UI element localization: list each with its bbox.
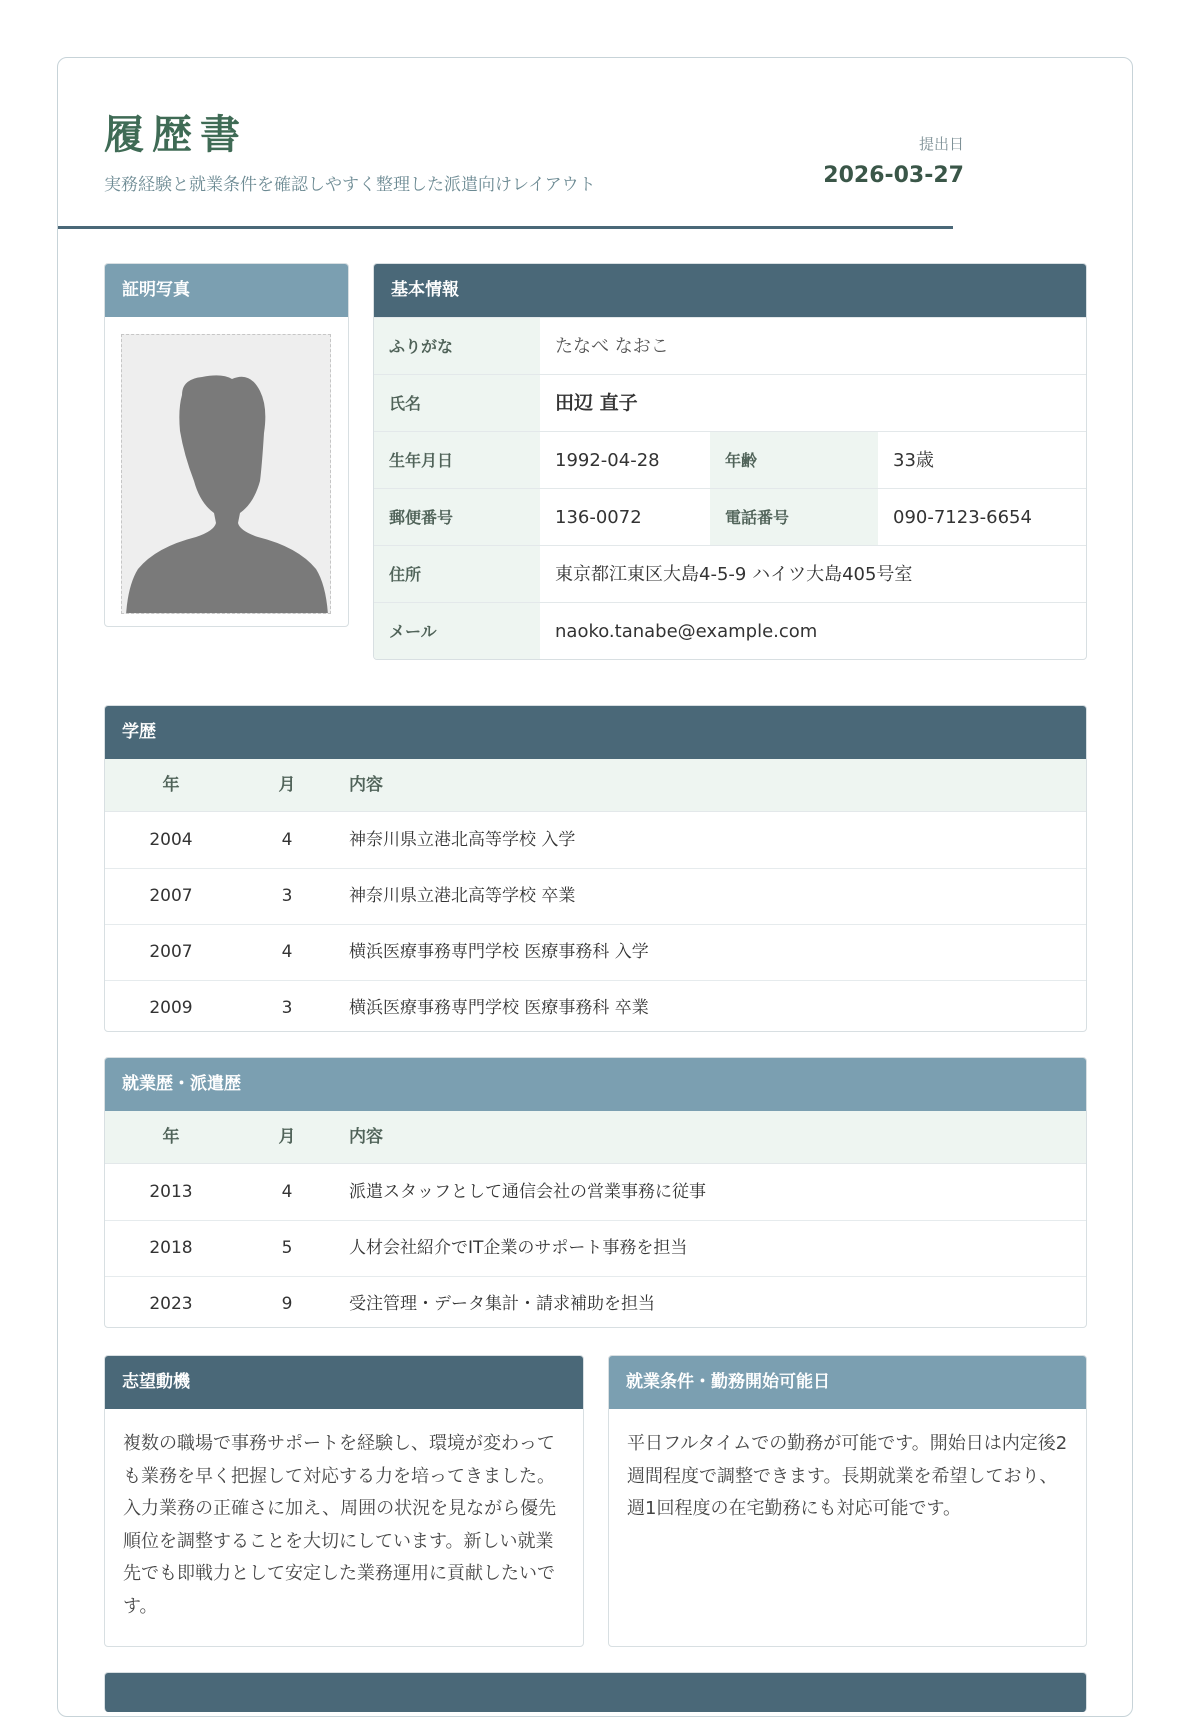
postal-value: 136-0072: [555, 507, 642, 528]
work-col-content: 内容: [349, 1127, 383, 1147]
photo-panel-heading: 証明写真: [105, 264, 348, 317]
row-year: 2013: [149, 1182, 193, 1202]
table-row: [105, 812, 1086, 869]
work-col-month: 月: [278, 1127, 296, 1147]
education-table-header: [105, 759, 1086, 812]
row-month: 9: [281, 1294, 293, 1314]
education-col-year: 年: [162, 775, 180, 795]
info-row-furigana: [374, 317, 1086, 375]
page-subtitle: 実務経験と就業条件を確認しやすく整理した派遣向けレイアウト: [104, 175, 596, 195]
motivation-heading: 志望動機: [105, 1356, 583, 1409]
furigana-value: たなべ なおこ: [555, 336, 669, 357]
age-label: 年齢: [710, 432, 878, 489]
table-row: [105, 924, 1086, 981]
name-label: 氏名: [374, 375, 540, 432]
furigana-label: ふりがな: [374, 318, 540, 375]
row-year: 2018: [149, 1238, 193, 1258]
person-silhouette-icon: [122, 335, 331, 614]
address-label: 住所: [374, 546, 540, 603]
phone-value: 090-7123-6654: [893, 507, 1032, 528]
row-month: 4: [281, 830, 293, 850]
row-month: 4: [281, 942, 293, 962]
birth-label: 生年月日: [374, 432, 540, 489]
conditions-heading: 就業条件・勤務開始可能日: [609, 1356, 1086, 1409]
info-row-email: [374, 602, 1086, 660]
next-section-panel: [104, 1672, 1087, 1712]
row-year: 2007: [149, 942, 193, 962]
resume-header: [58, 58, 964, 229]
birth-value: 1992-04-28: [555, 450, 660, 471]
row-year: 2009: [149, 998, 193, 1018]
conditions-text: 平日フルタイムでの勤務が可能です。開始日は内定後2週間程度で調整できます。長期就業を希望しており、週1回程度の在宅勤務にも対応可能です。: [627, 1433, 1068, 1519]
table-row: [105, 1164, 1086, 1221]
row-year: 2007: [149, 886, 193, 906]
info-row-address: [374, 545, 1086, 603]
work-col-year: 年: [162, 1127, 180, 1147]
education-heading: 学歴: [105, 706, 1086, 759]
row-content: 横浜医療事務専門学校 医療事務科 卒業: [349, 998, 649, 1018]
info-row-name: [374, 374, 1086, 432]
info-row-postal-phone: [374, 488, 1086, 546]
education-col-content: 内容: [349, 775, 383, 795]
row-content: 神奈川県立港北高等学校 入学: [349, 830, 576, 850]
table-row: [105, 1220, 1086, 1277]
work-history-panel: [104, 1057, 1087, 1328]
id-photo-placeholder: [121, 334, 331, 614]
education-col-month: 月: [278, 775, 296, 795]
address-value: 東京都江東区大島4-5-9 ハイツ大島405号室: [555, 564, 913, 585]
row-content: 横浜医療事務専門学校 医療事務科 入学: [349, 942, 649, 962]
table-row: [105, 1276, 1086, 1328]
work-history-heading: 就業歴・派遣歴: [105, 1058, 1086, 1111]
photo-panel: [104, 263, 349, 627]
email-label: メール: [374, 603, 540, 660]
basic-info-panel: [373, 263, 1087, 660]
resume-sheet: [57, 57, 1133, 1717]
submission-date-label: 提出日: [918, 135, 964, 153]
work-table-header: [105, 1111, 1086, 1164]
row-month: 4: [281, 1182, 293, 1202]
age-value: 33歳: [893, 450, 934, 471]
info-row-birth-age: [374, 431, 1086, 489]
row-content: 神奈川県立港北高等学校 卒業: [349, 886, 576, 906]
education-panel: [104, 705, 1087, 1032]
submission-date-value: 2026-03-27: [823, 163, 964, 188]
basic-info-heading: 基本情報: [374, 264, 1086, 317]
conditions-panel: [608, 1355, 1087, 1647]
table-row: [105, 980, 1086, 1032]
row-month: 3: [281, 886, 293, 906]
postal-label: 郵便番号: [374, 489, 540, 546]
motivation-panel: [104, 1355, 584, 1647]
row-month: 3: [281, 998, 293, 1018]
phone-label: 電話番号: [710, 489, 878, 546]
row-year: 2023: [149, 1294, 193, 1314]
row-content: 人材会社紹介でIT企業のサポート事務を担当: [349, 1238, 688, 1258]
motivation-text: 複数の職場で事務サポートを経験し、環境が変わっても業務を早く把握して対応する力を培ってきました。入力業務の正確さに加え、周囲の状況を見ながら優先順位を調整することを大切にしています。新しい就業先でも即戦力として安定した業務運用に貢献したいです。: [123, 1433, 557, 1617]
next-section-heading-bar: [105, 1673, 1086, 1712]
row-year: 2004: [149, 830, 193, 850]
page-title: 履歴書: [104, 112, 248, 158]
email-value: naoko.tanabe@example.com: [555, 621, 818, 642]
row-month: 5: [281, 1238, 293, 1258]
name-value: 田辺 直子: [555, 392, 638, 414]
row-content: 受注管理・データ集計・請求補助を担当: [349, 1294, 655, 1314]
table-row: [105, 868, 1086, 925]
row-content: 派遣スタッフとして通信会社の営業事務に従事: [349, 1182, 706, 1202]
